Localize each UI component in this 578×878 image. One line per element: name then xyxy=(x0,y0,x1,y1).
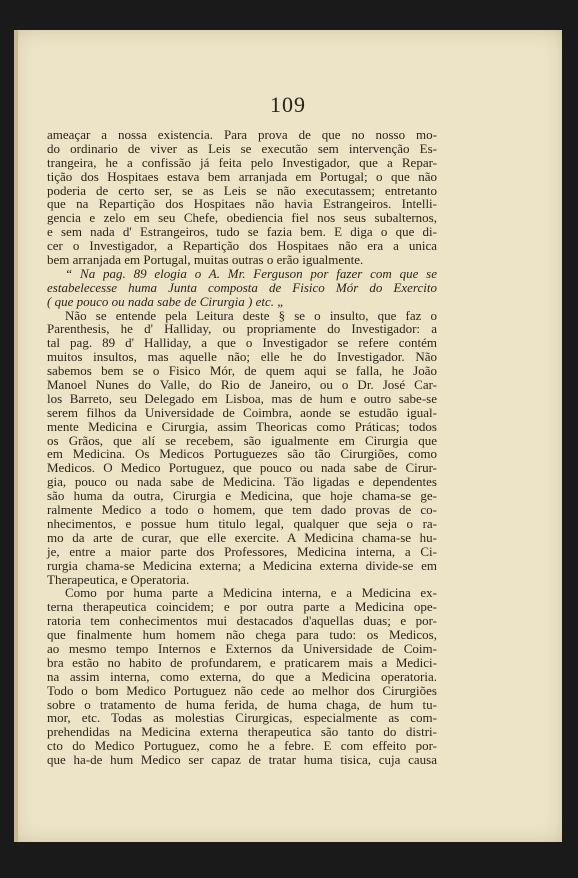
page-binding-edge xyxy=(14,30,18,842)
text-line: mente Medicina e Cirurgia, assim Theoricas como Práticas; todos xyxy=(47,418,437,434)
text-line: serem filhos da Universidade de Coimbra, aonde se estudão igual- xyxy=(47,404,437,420)
text-line: los Barreto, seu Delegado em Lisboa, mas de hum e outro sabe-se xyxy=(47,390,437,406)
text-line: trangeira, he a confissão já feita pelo Investigador, que a Repar- xyxy=(47,154,437,170)
text-line: Therapeutica, e Operatoria. xyxy=(47,571,190,587)
page-number: 109 xyxy=(270,92,306,117)
text-line: tição dos Hospitaes estava bem arranjada em Portugal; o que não xyxy=(47,168,437,184)
text-line: do ordinario de viver as Leis se executão sem intervenção Es- xyxy=(47,140,437,156)
text-line: sabemos bem se o Fisico Mór, de quem aqui se falla, he João xyxy=(47,363,437,379)
text-line: sobre o tratamento de huma ferida, de huma chaga, de hum tu- xyxy=(47,696,437,712)
text-line: cer o Investigador, a Repartição dos Hospitaes não era a unica xyxy=(47,238,437,254)
text-line: “ Na pag. 89 elogia o A. Mr. Ferguson por fazer com que se xyxy=(65,265,437,281)
text-line: que finalmente hum homem não chega para tudo: os Medicos, xyxy=(47,627,437,643)
text-line: Manoel Nunes do Valle, do Rio de Janeiro, ou o Dr. José Car- xyxy=(47,377,437,393)
text-line: Parenthesis, he d' Halliday, ou propriamente do Investigador: a xyxy=(47,321,437,337)
text-line: cto do Medico Portuguez, como he a febre. E com effeito por- xyxy=(47,738,437,754)
text-line: Todo o bom Medico Portuguez não cede ao melhor dos Cirurgiões xyxy=(47,682,437,698)
text-line: ( que pouco ou nada sabe de Cirurgia ) etc. „ xyxy=(47,293,285,309)
text-line: em Medicina. Os Medicos Portuguezes são tão Cirurgiões, como xyxy=(47,446,437,462)
text-line: poderia de certo ser, se as Leis se não executassem; entretanto xyxy=(47,182,437,198)
text-line: são huma da outra, Cirurgia e Medicina, que hoje chama-se ge- xyxy=(47,488,437,504)
text-line: bra estão no habito de profundarem, e praticarem mais a Medici- xyxy=(47,654,437,670)
text-line: Como por huma parte a Medicina interna, e a Medicina ex- xyxy=(65,585,437,601)
text-line: mor, etc. Todas as molestias Cirurgicas, especialmente as com- xyxy=(47,710,437,726)
book-page xyxy=(14,30,562,842)
text-line: rurgia chama-se Medicina externa; a Medicina externa divide-se em xyxy=(47,557,437,573)
text-line: gencia e zelo em seu Chefe, obediencia fiel nos seus subalternos, xyxy=(47,210,437,226)
text-line: terna therapeutica coincidem; e por outra parte a Medicina ope- xyxy=(47,599,437,615)
text-line: Não se entende pela Leitura deste § se o insulto, que faz o xyxy=(65,307,437,323)
text-line: je, entre a maior parte dos Professores, Medicina interna, a Ci- xyxy=(47,543,437,559)
text-line: nhecimentos, e possue hum titulo legal, qualquer que seja o ra- xyxy=(47,515,437,531)
text-line: os Grãos, que alí se recebem, são igualmente em Cirurgia que xyxy=(47,432,437,448)
text-line: tal pag. 89 d' Halliday, a que o Investigador se refere contém xyxy=(47,335,437,351)
text-line: estabelecesse huma Junta composta de Fisico Mór do Exercito xyxy=(47,279,437,295)
text-line: ralmente Medico a todo o homem, que tem dado provas de co- xyxy=(47,502,437,518)
text-line: ratoria tem conhecimentos mui destacados d'aquellas duas; e por- xyxy=(47,613,437,629)
text-line: na assim interna, como externa, do que a Medicina operatoria. xyxy=(47,668,437,684)
text-line: que na Repartição dos Hospitaes não havia Estrangeiros. Intelli- xyxy=(47,196,437,212)
text-line: bem arranjada em Portugal, muitas outras o erão igualmente. xyxy=(47,252,364,268)
text-line: que ha-de hum Medico ser capaz de tratar huma tisica, cuja causa xyxy=(47,752,437,768)
text-line: ao mesmo tempo Internos e Externos da Universidade de Coim- xyxy=(47,640,437,656)
text-line: Medicos. O Medico Portuguez, que pouco ou nada sabe de Cirur- xyxy=(47,460,437,476)
body-text xyxy=(47,128,437,767)
text-line: mo da arte de curar, que elle exercite. A Medicina chama-se hu- xyxy=(47,529,437,545)
text-line: muitos insultos, mas aquelle não; elle he do Investigador. Não xyxy=(47,349,437,365)
text-line: prehendidas na Medicina externa therapeutica são tanto do distri- xyxy=(47,724,437,740)
text-line: gia, pouco ou nada sabe de Medicina. Tão ligadas e dependentes xyxy=(47,474,437,490)
text-line: ameaçar a nossa existencia. Para prova de que no nosso mo- xyxy=(47,127,437,142)
text-line: e sem nada d' Estrangeiros, tudo se fazia bem. E diga o que di- xyxy=(47,224,437,240)
